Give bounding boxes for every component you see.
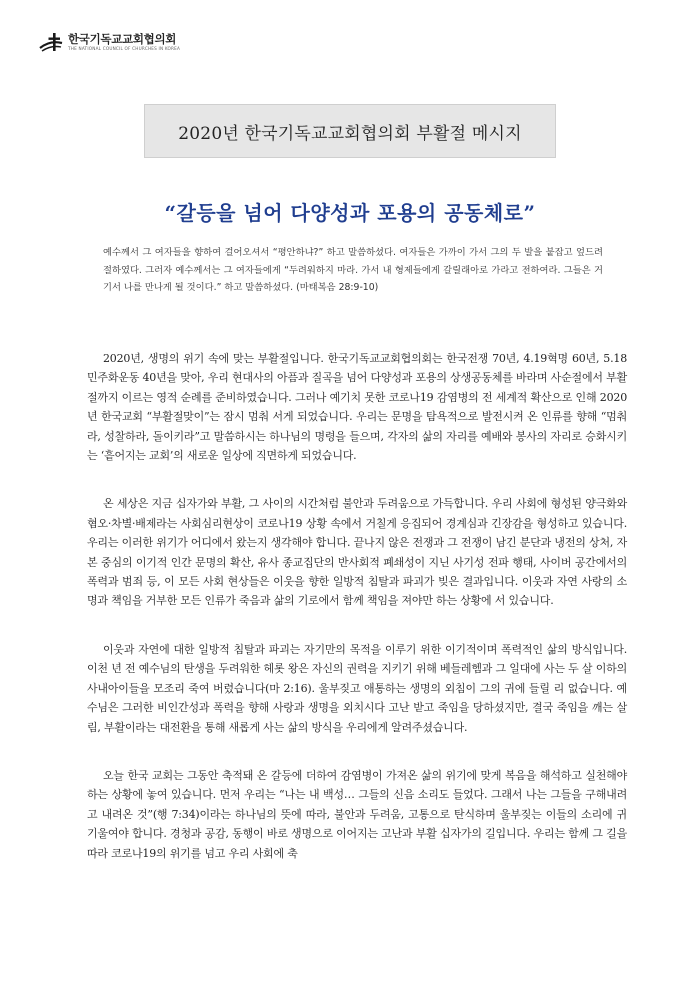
org-name-block bbox=[68, 33, 180, 52]
body-paragraph: 이웃과 자연에 대한 일방적 침탈과 파괴는 자기만의 목적을 이루기 위한 이기적이며 폭력적인 삶의 방식입니다. 이천 년 전 예수님의 탄생을 두려워한 헤롯 왕은 자신의 권력을 지키기 위해 베들레헴과 그 일대에 사는 두 살 이하의 사내아이들을 모조리 죽여 버렸습니다(마 2:16). 울부짖고 애통하는 생명의 외침이 그의 귀에 들릴 리 없습니다. 예수님은 그러한 비인간성과 폭력을 향해 사랑과 생명을 외치시다 고난 받고 죽임을 당하셨지만, 결국 죽임을 깨는 살림, 부활이라는 대전환을 통해 새롭게 사는 삶의 방식을 우리에게 알려주셨습니다. bbox=[87, 642, 627, 734]
body-paragraph: 오늘 한국 교회는 그동안 축적돼 온 갈등에 더하여 감염병이 가져온 삶의 위기에 맞게 복음을 해석하고 실천해야 하는 상황에 놓여 있습니다. 먼저 우리는 “나는 내 백성… 그들의 신음 소리도 들었다. 그래서 나는 그들을 구해내려고 내려온 것”(행 7:34)이라는 하나님의 뜻에 따라, 불안과 두려움, 고통으로 탄식하며 울부짖는 이들의 소리에 귀 기울여야 합니다. 경청과 공감, 동행이 바로 생명으로 이어지는 고난과 부활 십자가의 길입니다. 우리는 함께 그 길을 따라 코로나19의 위기를 넘고 우리 사회에 축 bbox=[87, 768, 627, 860]
org-name-korean: 한국기독교교회협의회 bbox=[68, 31, 177, 46]
document-title-box bbox=[144, 104, 556, 158]
body-paragraph: 2020년, 생명의 위기 속에 맞는 부활절입니다. 한국기독교교회협의회는 한국전쟁 70년, 4.19혁명 60년, 5.18민주화운동 40년을 맞아, 우리 현대사의 아픔과 질곡을 넘어 다양성과 포용의 상생공동체를 바라며 사순절에서 부활절까지 이르는 영적 순례를 준비하였습니다. 그러나 예기치 못한 코로나19 감염병의 전 세계적 확산으로 인해 2020년 한국교회 “부활절맞이”는 잠시 멈춰 서게 되었습니다. 우리는 문명을 탐욕적으로 발전시켜 온 인류를 향해 “멈춰라, 성찰하라, 돌이키라”고 말씀하시는 하나님의 명령을 들으며, 각자의 삶의 자리를 예배와 봉사의 자리로 승화시키는 ‘흩어지는 교회’의 새로운 일상에 직면하게 되었습니다. bbox=[87, 352, 627, 463]
org-logo bbox=[38, 31, 180, 53]
cross-globe-icon bbox=[38, 31, 64, 53]
org-name-english: THE NATIONAL COUNCIL OF CHURCHES IN KOREA bbox=[68, 45, 181, 51]
document-title: 2020년 한국기독교교회협의회 부활절 메시지 bbox=[178, 123, 522, 144]
scripture-quote: 예수께서 그 여자들을 향하여 걸어오셔서 “평안하냐?” 하고 말씀하셨다. 여자들은 가까이 가서 그의 두 발을 붙잡고 엎드려 절하였다. 그러자 예수께서는 그 여자들에게 “두려워하지 마라. 가서 내 형제들에게 갈릴래아로 가라고 전하여라. 그들은 거기서 나를 만나게 될 것이다.” 하고 말씀하셨다. (마태복음 28:9-10) bbox=[103, 247, 603, 293]
message-headline: “갈등을 넘어 다양성과 포용의 공동체로” bbox=[164, 201, 536, 225]
message-body bbox=[87, 349, 627, 892]
body-paragraph: 온 세상은 지금 십자가와 부활, 그 사이의 시간처럼 불안과 두려움으로 가득합니다. 우리 사회에 형성된 양극화와 혐오·차별·배제라는 사회심리현상이 코로나19 상황 속에서 거칠게 응집되어 경계심과 긴장감을 형성하고 있습니다. 우리는 이러한 위기가 어디에서 왔는지 생각해야 합니다. 끝나지 않은 전쟁과 그 전쟁이 남긴 분단과 냉전의 상처, 자본 중심의 이기적 인간 문명의 확산, 유사 종교집단의 반사회적 폐쇄성이 지닌 사기성 전파 행태, 사이버 공간에서의 폭력과 범죄 등, 이 모든 사회 현상들은 이웃을 향한 일방적 침탈과 파괴가 빚은 결과입니다. 이웃과 자연 사랑의 소명과 책임을 거부한 모든 인류가 죽음과 삶의 기로에서 함께 책임을 져야만 하는 상황에 서 있습니다. bbox=[87, 497, 627, 608]
